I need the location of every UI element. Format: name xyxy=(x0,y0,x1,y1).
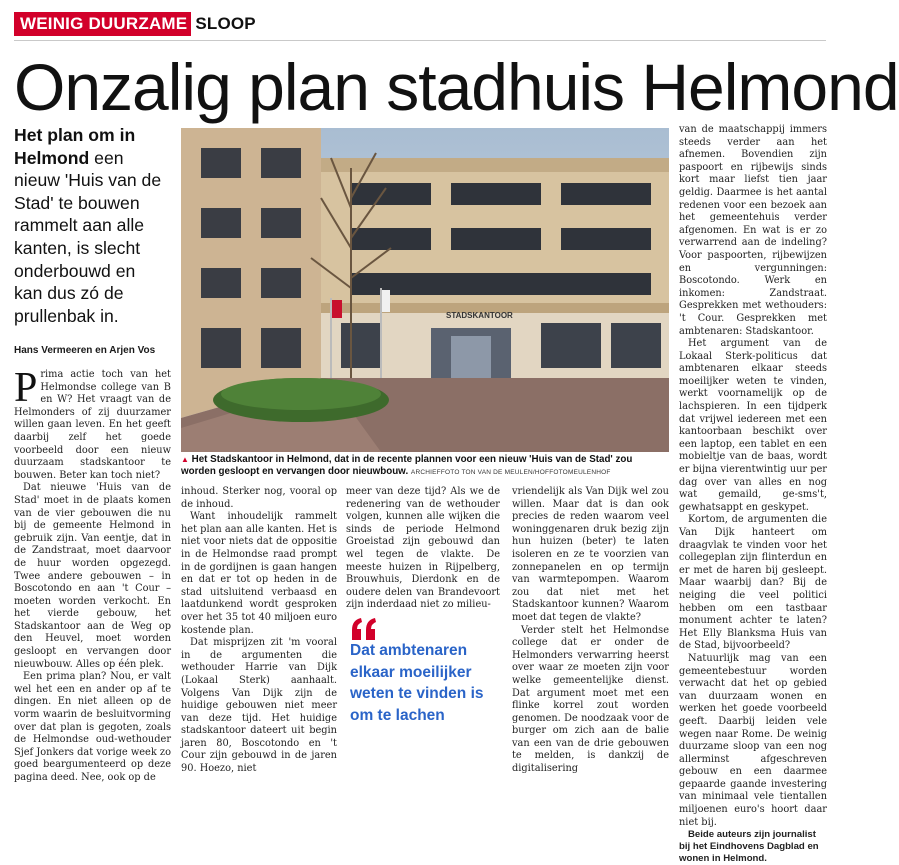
paragraph: Een prima plan? Nou, er valt wel het een en ander op af te dingen. En niet alleen op de vorm waarin de besluitvorming over dat plan is gegoten, zoals de Helmondse oud-wethouder Sjef Jonkers dat vorige week zo goed beargumenteerd op deze pagina deed. Nee, ook op de xyxy=(14,671,171,783)
paragraph: vriendelijk als Van Dijk wel zou willen. Maar dat is dan ook precies de reden waarom veel woninggenaren druk bezig zijn hun huizen (beter) te laten isoleren en ze te voorzien van zonnepanelen en op termijn van warmtepompen. Waarom zou dat niet met het Stadskantoor kunnen? Waarom moet dat tegen de vlakte? xyxy=(512,486,669,623)
paragraph: van de maatschappij immers steeds verder aan het afnemen. Bovendien zijn paspoort en rijbewijs sinds kort maar liefst tien jaar geldig. Daarmee is het aantal redenen voor een bezoek aan het gemeentehuis verder afgenomen. En wat is er zo verwarrend aan de indeling? Voor paspoorten, rijbewijzen en vergunningen: Boscotondo. Werk en inkomen: Zandstraat. Gesprekken met wethouders: 't Cour. Gesprekken met ambtenaren: Stadskantoor. xyxy=(679,124,827,337)
article-photo xyxy=(181,128,669,452)
paragraph: Dat nieuwe 'Huis van de Stad' moet in de plaats komen van de vier gebouwen die nu bij de gemeente Helmond in gebruik zijn. Van eentje, dat in de Zandstraat, moet daarvoor de huur worden opgezegd. Twee andere gebouwen – in Boscotondo en aan 't Cour – moeten worden verkocht. En het vierde gebouw, het Stadskantoor aan de Weg op den Heuvel, moet worden gesloopt en vervangen door nieuwbouw. Alles op één plek. xyxy=(14,482,171,670)
stadskantoor-photo xyxy=(181,128,669,452)
pull-quote: Dat ambtenaren elkaar moeilijker weten te vinden is om te lachen xyxy=(350,642,484,724)
photo-caption xyxy=(181,454,669,479)
paragraph: Verder stelt het Helmondse college dat er onder de Helmonders verwarring heerst over waar ze moeten zijn voor welke gemeentelijke dienst. Dat argument moet met een flinke korrel zout worden genomen. De noodzaak voor de burger om zich aan de balie van een van de drie gebouwen te melden, is dankzij de digitalisering xyxy=(512,624,669,775)
headline: Onzalig plan stadhuis Helmond xyxy=(14,50,899,124)
paragraph: inhoud. Sterker nog, vooral op de inhoud. xyxy=(181,486,337,510)
body-column-1 xyxy=(14,365,171,785)
lead-text: een nieuw 'Huis van de Stad' te bouwen rammelt aan alle kanten, is slecht onderbouwd en kan dus zó de prullenbak in. xyxy=(14,147,162,326)
kicker-divider xyxy=(14,40,826,41)
section-kicker xyxy=(14,11,256,37)
caption-triangle-icon: ▲ xyxy=(181,455,189,464)
paragraph: Het argument van de Lokaal Sterk-politicus dat ambtenaren elkaar steeds moeilijker weten te vinden, werkt voornamelijk op de lachspieren. In een tijdperk dat vrijwel iedereen met een kantoorbaan beschikt over een laptop, een tablet en een mobieltje van de baas, wordt er bijna vierentwintig uur per dag over van alles en nog wat gemaild, ge-sms't, gewhatsappt en geskypet. xyxy=(679,338,827,513)
body-column-2 xyxy=(181,486,337,776)
building-sign: STADSKANTOOR xyxy=(446,311,513,320)
body-column-5 xyxy=(679,124,827,865)
body-column-3 xyxy=(346,486,500,612)
paragraph: Natuurlijk mag van een gemeentebestuur worden verwacht dat het op gebied van duurzaam wonen en werken het goede voorbeeld geeft. Daarbij leiden vele wegen naar Rome. De weinig duurzame sloop van een nog allerminst afgeschreven gebouw en een daarmee gepaarde gaande investering van minimaal vele tientallen miljoenen euro's hoort daar niet bij. xyxy=(679,652,827,828)
paragraph: Dat misprijzen zit 'm vooral in de argumenten die wethouder Harrie van Dijk (Lokaal Sterk) aanhaalt. Volgens Van Dijk zijn de huidige gebouwen niet meer van deze tijd. Het huidige stadskantoor dateert uit begin jaren 80, Boscotondo en 't Cour zijn gebouwd in de jaren 90. Hoezo, niet xyxy=(181,637,337,775)
paragraph: rima actie toch van het Helmondse college van B en W? Het vraagt van de Helmonders of zij duurzamer willen gaan leven. En het geeft daarbij zelf het goede voorbeeld door een nieuw duurzaam stadskantoor te bouwen. Beter kan toch niet? xyxy=(14,369,171,481)
drop-cap: P xyxy=(14,365,38,411)
kicker-black-label: SLOOP xyxy=(195,14,256,33)
quote-mark-icon xyxy=(350,618,378,640)
caption-text: Het Stadskantoor in Helmond, dat in de recente plannen voor een nieuw 'Huis van de Stad' zou worden gesloopt en vervangen door nieuwbouw. xyxy=(181,454,633,477)
body-column-4 xyxy=(512,486,669,776)
photo-credit: ARCHIEFFOTO TON VAN DE MEULEN/HOFFOTOMEULENHOF xyxy=(410,469,611,476)
kicker-red-label: WEINIG DUURZAME xyxy=(14,12,191,36)
paragraph: meer van deze tijd? Als we de redenering van de wethouder volgen, kunnen alle wijken die sinds de periode Helmond Groeistad zijn gebouwd dan wel tegen de vlakte. De meeste huizen in Rijpelberg, Brouwhuis, Dierdonk en de oudere delen van Brandevoort zijn inderdaad niet zo milieu- xyxy=(346,486,500,611)
paragraph: Kortom, de argumenten die Van Dijk hanteert om draagvlak te vinden voor het collegeplan zijn flinterdun en er met de haren bij gesleept. Maar waarbij dan? Bij de neiging die veel politici hebben om een tastbaar monument achter te laten? Het Elly Blanksma Huis van de Stad, bijvoorbeeld? xyxy=(679,514,827,652)
paragraph: Want inhoudelijk rammelt het plan aan alle kanten. Het is niet voor niets dat de oppositie in de Helmondse raad prompt in de gordijnen is gaan hangen en dat er tot op heden in de stad uitsluitend verbaasd en laatdunkend wordt gesproken over het 35 tot 40 miljoen euro kostende plan. xyxy=(181,511,337,636)
byline: Hans Vermeeren en Arjen Vos xyxy=(14,345,156,356)
lead-paragraph xyxy=(14,124,168,327)
lead-bold: Het plan om in Helmond xyxy=(14,125,136,168)
author-signature: Beide auteurs zijn journalist bij het Eindhovens Dagblad en wonen in Helmond. xyxy=(679,829,819,865)
